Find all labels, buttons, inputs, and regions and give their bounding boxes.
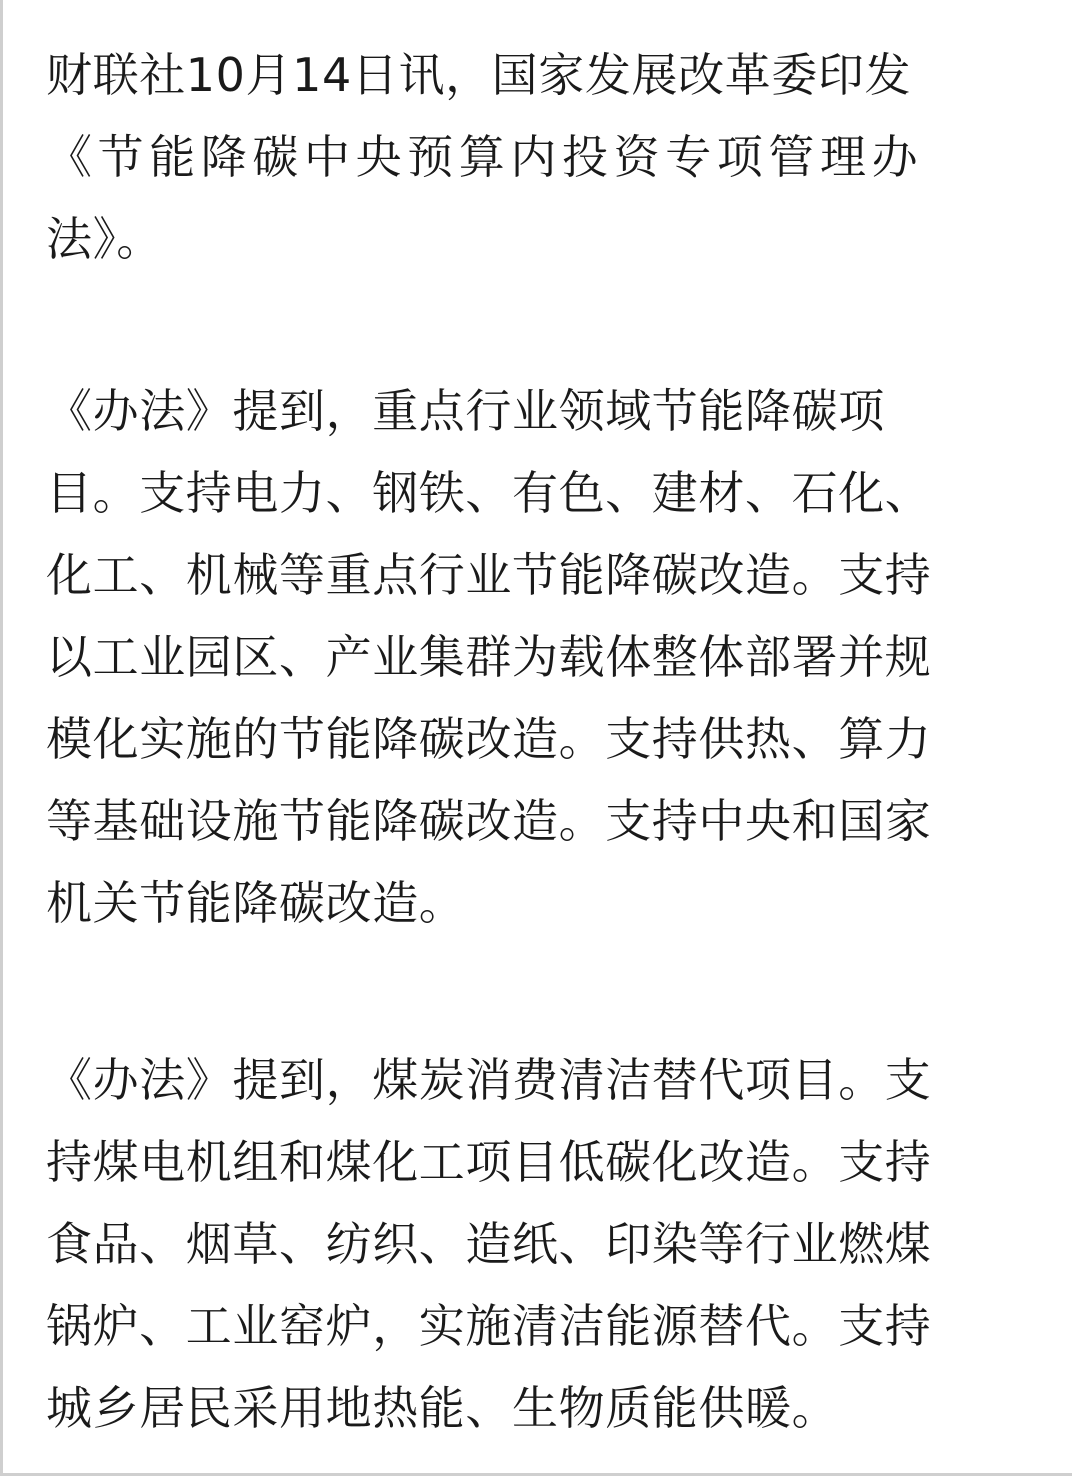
paragraph-line: 机关节能降碳改造。 [46,876,466,930]
paragraph-line: 锅炉、工业窑炉，实施清洁能源替代。支持 [46,1299,932,1353]
paragraph-line: 《办法》提到，重点行业领域节能降碳项 [46,384,885,438]
paragraph-line: 法》。 [46,212,163,266]
paragraph-1 [46,34,1036,280]
paragraph-3 [46,1039,1036,1449]
paragraph-line: 等基础设施节能降碳改造。支持中央和国家 [46,794,932,848]
paragraph-2 [46,370,1036,944]
paragraph-line: 以工业园区、产业集群为载体整体部署并规 [46,630,932,684]
paragraph-line: 财联社10月14日讯，国家发展改革委印发 [46,48,912,102]
paragraph-line: 模化实施的节能降碳改造。支持供热、算力 [46,712,932,766]
paragraph-line: 化工、机械等重点行业节能降碳改造。支持 [46,548,932,602]
paragraph-line: 城乡居民采用地热能、生物质能供暖。 [46,1381,839,1435]
paragraph-line: 目。支持电力、钢铁、有色、建材、石化、 [46,466,932,520]
paragraph-line: 《办法》提到，煤炭消费清洁替代项目。支 [46,1053,932,1107]
left-border [0,0,3,1476]
paragraph-line: 《节能降碳中央预算内投资专项管理办 [46,130,924,184]
paragraph-line: 食品、烟草、纺织、造纸、印染等行业燃煤 [46,1217,932,1271]
paragraph-line: 持煤电机组和煤化工项目低碳化改造。支持 [46,1135,932,1189]
